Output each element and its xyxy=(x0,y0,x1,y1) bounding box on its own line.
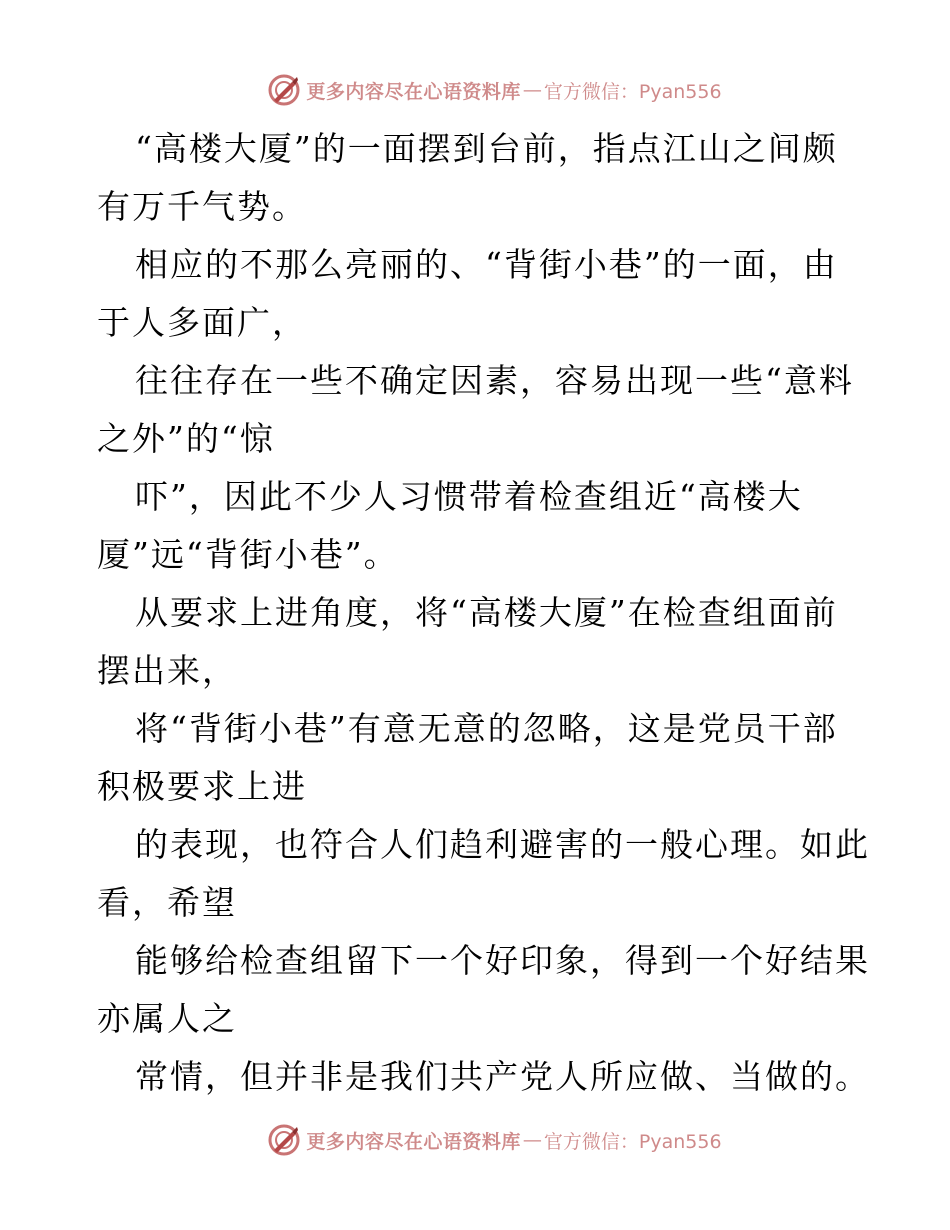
text-line: 亦属人之 xyxy=(97,999,237,1038)
text-line: 相应的不那么亮丽的、“背街小巷”的一面，由 xyxy=(135,245,838,284)
footer-banner xyxy=(0,1120,950,1160)
text-line: 摆出来， xyxy=(97,651,237,690)
pen-logo-icon xyxy=(268,1124,300,1156)
text-line: 看，希望 xyxy=(97,883,237,922)
footer-banner-text: 更多内容尽在心语资料库 xyxy=(306,1130,521,1153)
text-line: 吓”，因此不少人习惯带着检查组近“高楼大 xyxy=(135,477,803,516)
document-body xyxy=(97,120,870,1106)
text-line: 将“背街小巷”有意无意的忽略，这是党员干部 xyxy=(135,709,838,748)
footer-banner-separator: — xyxy=(522,1129,542,1151)
text-line: 有万千气势。 xyxy=(97,187,307,226)
text-line: 往往存在一些不确定因素，容易出现一些“意料 xyxy=(135,361,854,400)
header-banner-contact: 官方微信：Pyan556 xyxy=(543,80,722,103)
pen-logo-icon xyxy=(268,74,300,106)
footer-banner-contact: 官方微信：Pyan556 xyxy=(543,1130,722,1153)
text-line: 能够给检查组留下一个好印象，得到一个好结果 xyxy=(135,941,870,980)
header-banner-text: 更多内容尽在心语资料库 xyxy=(306,80,521,103)
header-banner xyxy=(0,70,950,110)
header-banner-separator: — xyxy=(522,79,542,101)
text-line: 的表现，也符合人们趋利避害的一般心理。如此 xyxy=(135,825,870,864)
text-line: 常情，但并非是我们共产党人所应做、当做的。 xyxy=(135,1057,870,1096)
text-line: 从要求上进角度，将“高楼大厦”在检查组面前 xyxy=(135,593,838,632)
text-line: “高楼大厦”的一面摆到台前，指点江山之间颇 xyxy=(135,129,838,168)
text-line: 厦”远“背街小巷”。 xyxy=(97,535,399,574)
text-line: 积极要求上进 xyxy=(97,767,307,806)
text-line: 之外”的“惊 xyxy=(97,419,275,458)
text-line: 于人多面广， xyxy=(97,303,307,342)
